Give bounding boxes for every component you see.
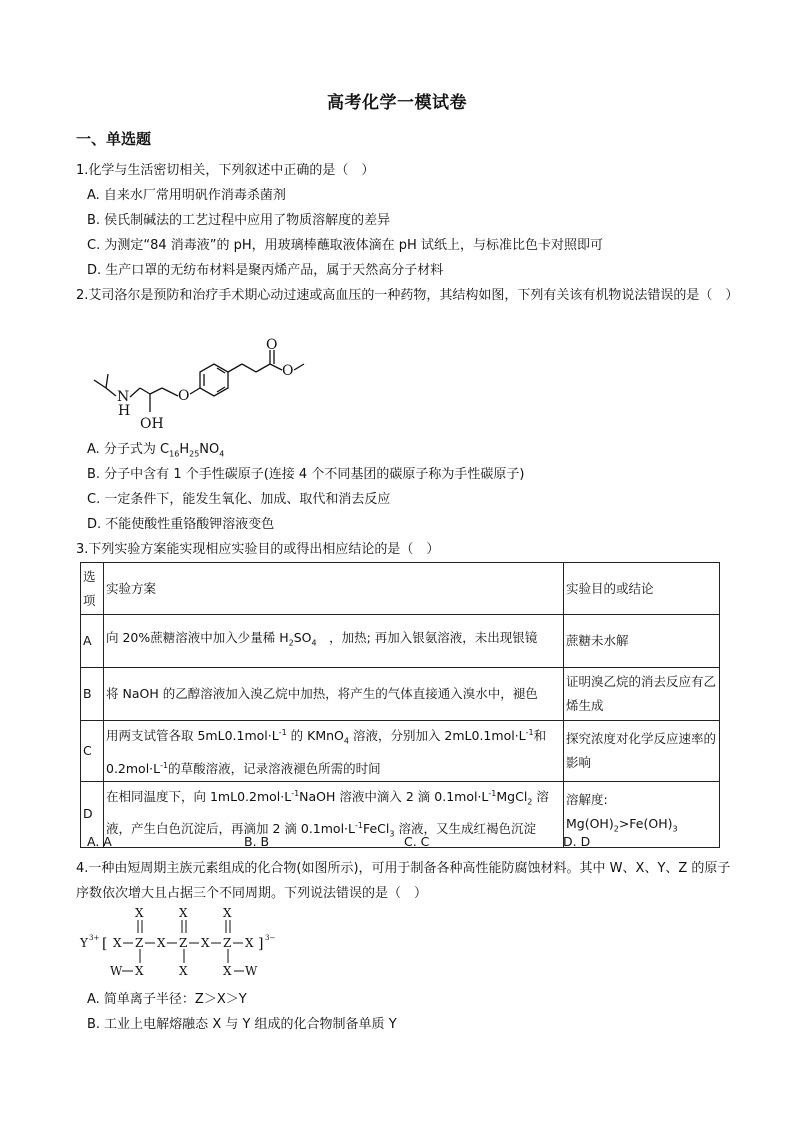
table-row — [81, 781, 720, 847]
row-a-conclusion: 蔗糖未水解 — [564, 615, 720, 668]
row-c-sub-1: 4 — [343, 736, 349, 746]
row-a-label: A — [81, 615, 104, 668]
question-4-stem: 4.一种由短周期主族元素组成的化合物(如图所示)，可用于制备各种高性能防腐蚀材料。其中 W、X、Y、Z 的原子序数依次增大且占据三个不同周期。下列说法错误的是（ ） — [76, 861, 731, 901]
bracket-close: ] — [258, 936, 264, 952]
q2-option-a-prefix: A. 分子式为 C — [87, 442, 170, 457]
chain-x-3: X — [201, 936, 210, 950]
question-2-stem: 2.艾司洛尔是预防和治疗手术期心动过速或高血压的一种药物，其结构如图，下列有关该有机物说法错误的是（ ） — [76, 288, 739, 303]
q2-option-a — [87, 441, 224, 464]
row-d-text-2: NaOH 溶液中滴入 2 滴 0.1mol·L — [299, 788, 489, 804]
q1-option-d: D. 生产口罩的无纺布材料是聚丙烯产品，属于天然高分子材料 — [87, 263, 444, 278]
question-1-stem: 1.化学与生活密切相关，下列叙述中正确的是（ ） — [76, 163, 375, 178]
row-d-sup-1: -1 — [291, 788, 300, 798]
row-a-scheme-text: 向 20%蔗糖溶液中加入少量稀 H — [106, 630, 289, 646]
esmolol-structure-diagram — [86, 336, 336, 436]
row-d-text-6: 溶液，又生成红褐色沉淀 — [394, 821, 536, 837]
top-x-2: X — [179, 906, 188, 920]
row-b-scheme: 将 NaOH 的乙醇溶液加入溴乙烷中加热，将产生的气体直接通入溴水中，褪色 — [104, 668, 564, 721]
row-c-label: C — [81, 721, 104, 782]
q3-answer-a: A. A — [87, 834, 112, 849]
row-d-sub-2: 3 — [389, 830, 395, 840]
chain-z-1: Z — [135, 936, 144, 950]
row-d-sub-1: 2 — [527, 797, 533, 807]
row-d-text-3: MgCl — [496, 788, 528, 804]
chain-z-3: Z — [223, 936, 232, 950]
row-c-text-5: 的草酸溶液，记录溶液褪色所需的时间 — [168, 760, 381, 776]
row-d-sup-3: -1 — [355, 821, 363, 831]
row-a-scheme — [104, 615, 564, 668]
page-title: 高考化学一模试卷 — [327, 93, 467, 113]
row-d-text-4: 溶液，产生白色沉淀后，再滴加 2 滴 0.1mol·L — [106, 788, 549, 837]
q2-option-b: B. 分子中含有 1 个手性碳原子(连接 4 个不同基团的碳原子称为手性碳原子) — [87, 467, 525, 482]
row-c-text-1: 用两支试管各取 5mL0.1mol·L — [106, 728, 279, 744]
q3-answer-b: B. B — [244, 834, 270, 849]
bottom-x-3: X — [223, 964, 232, 978]
row-c-scheme — [104, 721, 564, 782]
bottom-x-2: X — [179, 964, 188, 978]
table-row — [81, 668, 720, 721]
atom-n: N — [117, 389, 130, 405]
chain-x-1: X — [113, 936, 122, 950]
row-c-sup-3: -1 — [160, 760, 169, 770]
row-a-scheme-rest: ，加热; 再加入银氨溶液，未出现银镜 — [316, 630, 538, 646]
formula-h: H — [179, 442, 190, 457]
question-3-stem: 3.下列实验方案能实现相应实验目的或得出相应结论的是（ ） — [76, 542, 440, 557]
formula-rest: NO — [199, 442, 220, 457]
row-a-scheme-so: SO — [293, 630, 312, 646]
row-d-text-5: FeCl — [362, 821, 390, 837]
row-c-conclusion: 探究浓度对化学反应速率的影响 — [564, 721, 720, 782]
cation-y: Y — [80, 936, 88, 950]
header-scheme: 实验方案 — [104, 563, 564, 615]
row-d-conclusion-text-2: >Fe(OH) — [618, 815, 673, 831]
q4-option-a: A. 简单离子半径：Z＞X＞Y — [87, 992, 247, 1007]
table-row — [81, 721, 720, 782]
row-d-text-1: 在相同温度下，向 1mL0.2mol·L — [106, 788, 292, 804]
header-conclusion: 实验目的或结论 — [564, 563, 720, 615]
ether-oxygen: O — [178, 388, 190, 404]
q3-answer-c: C. C — [404, 834, 430, 849]
bottom-x-1: X — [135, 964, 144, 978]
row-d-conclusion-sub-2: 3 — [672, 824, 678, 834]
row-b-conclusion: 证明溴乙烷的消去反应有乙烯生成 — [564, 668, 720, 721]
row-d-sup-2: -1 — [488, 788, 497, 798]
chain-z-2: Z — [179, 936, 188, 950]
row-d-label: D — [81, 781, 104, 847]
q4-option-b: B. 工业上电解熔融态 X 与 Y 组成的化合物制备单质 Y — [87, 1017, 397, 1032]
row-c-text-3: 溶液，分别加入 2mL0.1mol·L — [348, 728, 526, 744]
row-a-sub-4: 4 — [311, 638, 317, 648]
chain-x-4: X — [245, 936, 254, 950]
q1-option-c: C. 为测定“84 消毒液”的 pH，用玻璃棒蘸取液体滴在 pH 试纸上，与标准比色卡对照即可 — [87, 238, 603, 253]
bottom-w-2: W — [245, 964, 258, 978]
table-row — [81, 615, 720, 668]
section-heading: 一、单选题 — [76, 130, 152, 148]
compound-structure-diagram — [78, 905, 288, 985]
row-c-text-4: 和 0.2mol·L — [106, 728, 547, 776]
formula-h-count: 25 — [189, 449, 200, 459]
q1-option-a: A. 自来水厂常用明矾作消毒杀菌剂 — [87, 188, 286, 203]
row-d-scheme — [104, 781, 564, 847]
row-c-sup-1: -1 — [278, 728, 287, 737]
formula-o-count: 4 — [219, 449, 225, 459]
top-x-1: X — [135, 906, 144, 920]
row-b-label: B — [81, 668, 104, 721]
experiment-table — [80, 562, 720, 848]
row-c-sup-2: -1 — [525, 728, 534, 737]
bracket-open: [ — [102, 936, 108, 952]
top-x-3: X — [223, 906, 232, 920]
anion-charge: 3− — [265, 934, 276, 942]
q3-answer-d: D. D — [563, 834, 591, 849]
row-a-sub-2: 2 — [288, 638, 294, 648]
atom-h: H — [118, 403, 131, 419]
q2-option-c: C. 一定条件下，能发生氧化、加成、取代和消去反应 — [87, 492, 391, 507]
q2-option-d: D. 不能使酸性重铬酸钾溶液变色 — [87, 517, 275, 532]
carbonyl-oxygen: O — [266, 337, 278, 353]
hydroxyl-label: OH — [140, 416, 164, 432]
header-option: 选项 — [81, 563, 104, 615]
chain-x-2: X — [157, 936, 166, 950]
formula-c-count: 16 — [169, 449, 180, 459]
ester-oxygen: O — [282, 363, 294, 379]
row-c-text-2: 的 KMnO — [286, 728, 344, 744]
row-d-conclusion-sub-1: 2 — [613, 824, 619, 834]
row-d-conclusion-text: 溶解度: Mg(OH) — [566, 791, 614, 831]
q1-option-b: B. 侯氏制碱法的工艺过程中应用了物质溶解度的差异 — [87, 213, 391, 228]
table-header-row — [81, 563, 720, 615]
cation-charge: 3+ — [89, 934, 100, 942]
bottom-w-1: W — [110, 964, 123, 978]
